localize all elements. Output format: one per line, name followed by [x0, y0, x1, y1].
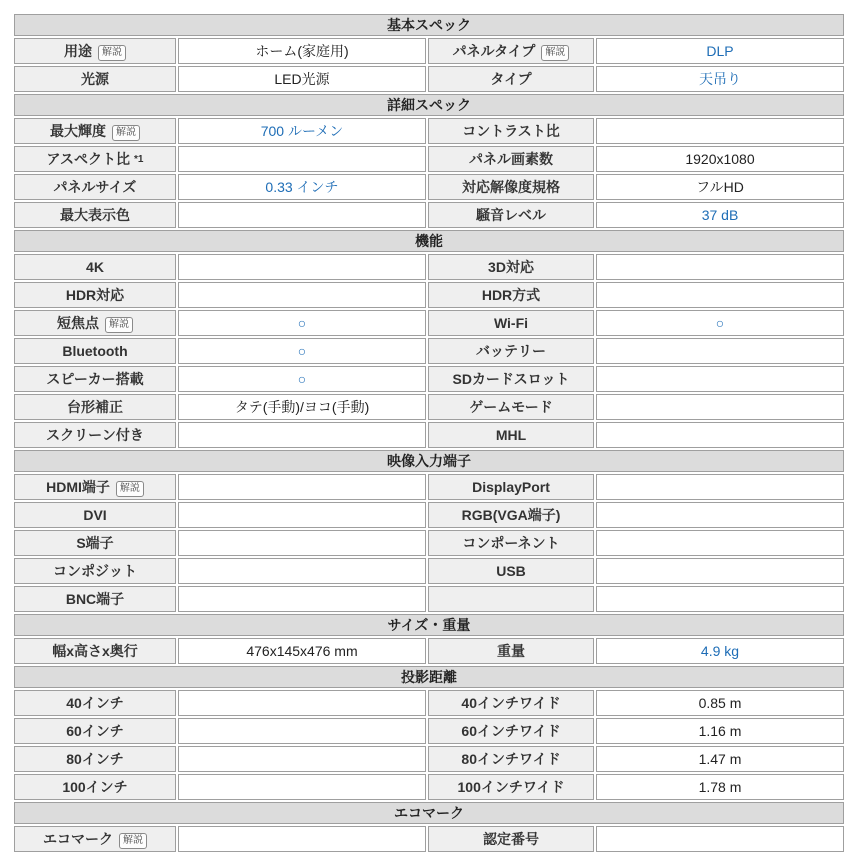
- spec-label-cell: [14, 530, 176, 556]
- spec-value-link[interactable]: 4.9 kg: [700, 643, 740, 659]
- spec-row: [14, 310, 844, 336]
- spec-value-cell: [596, 366, 844, 392]
- spec-value-cell: [596, 502, 844, 528]
- spec-label: スクリーン付き: [46, 427, 144, 443]
- spec-label-cell: [428, 826, 594, 852]
- spec-label: 3D対応: [488, 259, 534, 275]
- spec-label: HDR方式: [481, 287, 541, 303]
- spec-value-cell: [596, 66, 844, 92]
- spec-value: 476x145x476 mm: [246, 643, 358, 659]
- spec-value: 1.47 m: [698, 751, 742, 767]
- spec-label-cell: [14, 202, 176, 228]
- spec-label-cell: [14, 638, 176, 664]
- spec-label-cell: [428, 38, 594, 64]
- spec-value-cell: [178, 774, 426, 800]
- spec-label-cell: [428, 366, 594, 392]
- spec-label-cell: [428, 310, 594, 336]
- section-header-row: [14, 666, 844, 688]
- spec-value-cell: [178, 174, 426, 200]
- spec-value-cell: [178, 718, 426, 744]
- section-header-row: [14, 14, 844, 36]
- spec-row: [14, 282, 844, 308]
- spec-value-cell: [178, 474, 426, 500]
- spec-table-body: [14, 14, 844, 852]
- spec-row: [14, 174, 844, 200]
- spec-value-cell: [596, 146, 844, 172]
- spec-value-cell: [178, 530, 426, 556]
- spec-label: エコマーク: [43, 831, 113, 847]
- spec-label: パネル画素数: [469, 151, 553, 167]
- spec-label: アスペクト比: [46, 151, 130, 167]
- spec-value-cell: [596, 422, 844, 448]
- spec-value-cell: [178, 826, 426, 852]
- spec-label: RGB(VGA端子): [461, 507, 561, 523]
- spec-label-cell: [14, 254, 176, 280]
- spec-label: 80インチワイド: [461, 751, 561, 767]
- spec-label-cell: [14, 746, 176, 772]
- spec-label-cell: [14, 394, 176, 420]
- section-header: 投影距離: [14, 666, 844, 688]
- spec-value: 0.85 m: [698, 695, 742, 711]
- spec-label-cell: [14, 282, 176, 308]
- spec-row: [14, 826, 844, 852]
- spec-label: USB: [496, 563, 526, 579]
- spec-row: [14, 146, 844, 172]
- spec-label: Bluetooth: [62, 343, 128, 359]
- spec-row: [14, 746, 844, 772]
- spec-value-cell: [178, 394, 426, 420]
- spec-value-cell: [596, 474, 844, 500]
- spec-label-cell: [428, 718, 594, 744]
- spec-value-cell: [178, 638, 426, 664]
- spec-value-cell: [596, 254, 844, 280]
- spec-value-link[interactable]: 37 dB: [701, 207, 739, 223]
- spec-label: 100インチワイド: [457, 779, 565, 795]
- spec-value-cell: [178, 282, 426, 308]
- spec-label: スピーカー搭載: [46, 371, 144, 387]
- spec-label-cell: [428, 530, 594, 556]
- spec-value-cell: [178, 690, 426, 716]
- spec-label-cell: [14, 174, 176, 200]
- spec-value-link[interactable]: 0.33 インチ: [265, 179, 339, 195]
- spec-label: 60インチワイド: [461, 723, 561, 739]
- spec-label-cell: [428, 422, 594, 448]
- spec-value: 1.16 m: [698, 723, 742, 739]
- spec-label: 用途: [64, 43, 92, 59]
- section-header-row: [14, 230, 844, 252]
- spec-value-cell: [596, 690, 844, 716]
- spec-value-cell: [178, 254, 426, 280]
- spec-label: ゲームモード: [469, 399, 553, 415]
- spec-label: コンポジット: [53, 563, 137, 579]
- spec-label-cell: [428, 146, 594, 172]
- spec-label-cell: [428, 254, 594, 280]
- spec-value-cell: [178, 66, 426, 92]
- spec-value-link[interactable]: ○: [297, 315, 307, 331]
- spec-label-cell: [14, 774, 176, 800]
- spec-row: [14, 474, 844, 500]
- spec-label-cell: [428, 394, 594, 420]
- spec-value-cell: [178, 118, 426, 144]
- spec-label: パネルサイズ: [53, 179, 137, 195]
- spec-label-cell: [14, 310, 176, 336]
- spec-label: 重量: [497, 643, 525, 659]
- spec-value-cell: [178, 746, 426, 772]
- spec-row: [14, 558, 844, 584]
- spec-value-link[interactable]: ○: [297, 371, 307, 387]
- spec-row: [14, 338, 844, 364]
- spec-label: S端子: [76, 535, 114, 551]
- spec-label-cell: [14, 366, 176, 392]
- spec-value-cell: [178, 502, 426, 528]
- spec-row: [14, 202, 844, 228]
- spec-label: 60インチ: [66, 723, 124, 739]
- section-header: 機能: [14, 230, 844, 252]
- spec-value-cell: [178, 202, 426, 228]
- spec-value-cell: [596, 118, 844, 144]
- spec-label: BNC端子: [65, 591, 125, 607]
- section-header-row: [14, 94, 844, 116]
- spec-label-cell: [14, 146, 176, 172]
- spec-row: [14, 38, 844, 64]
- spec-value-link[interactable]: ○: [297, 343, 307, 359]
- spec-label-cell: [428, 66, 594, 92]
- spec-row: [14, 366, 844, 392]
- spec-row: [14, 774, 844, 800]
- spec-label: 光源: [81, 71, 109, 87]
- spec-label-cell: [14, 718, 176, 744]
- kaisetsu-button[interactable]: 解説: [98, 45, 126, 61]
- spec-row: [14, 394, 844, 420]
- spec-label-cell: [428, 338, 594, 364]
- spec-value: 1920x1080: [685, 151, 755, 167]
- spec-value-cell: [178, 338, 426, 364]
- spec-value-cell: [596, 310, 844, 336]
- spec-row: [14, 586, 844, 612]
- spec-label: コントラスト比: [462, 123, 560, 139]
- spec-label-cell: [428, 502, 594, 528]
- spec-label-cell: [14, 502, 176, 528]
- footnote-marker: *1: [134, 154, 144, 165]
- spec-row: [14, 718, 844, 744]
- spec-label: DVI: [83, 507, 107, 523]
- kaisetsu-button[interactable]: 解説: [541, 45, 569, 61]
- spec-row: [14, 118, 844, 144]
- spec-value-cell: [596, 774, 844, 800]
- kaisetsu-button[interactable]: 解説: [119, 833, 147, 849]
- spec-value: タテ(手動)/ヨコ(手動): [234, 399, 370, 415]
- spec-value: ホーム(家庭用): [255, 43, 349, 59]
- spec-row: [14, 66, 844, 92]
- spec-row: [14, 502, 844, 528]
- spec-value-link[interactable]: ○: [715, 315, 725, 331]
- spec-label-cell: [428, 690, 594, 716]
- section-header: サイズ・重量: [14, 614, 844, 636]
- spec-label: 40インチ: [66, 695, 124, 711]
- spec-label: Wi-Fi: [493, 315, 529, 331]
- spec-label-cell: [428, 202, 594, 228]
- kaisetsu-button[interactable]: 解説: [116, 481, 144, 497]
- spec-label: 80インチ: [66, 751, 124, 767]
- spec-label-cell: [14, 474, 176, 500]
- spec-row: [14, 638, 844, 664]
- kaisetsu-button[interactable]: 解説: [112, 125, 140, 141]
- spec-label-cell: [428, 282, 594, 308]
- spec-label-cell: [14, 422, 176, 448]
- spec-row: [14, 530, 844, 556]
- section-header: エコマーク: [14, 802, 844, 824]
- spec-table: [12, 12, 846, 854]
- spec-row: [14, 690, 844, 716]
- spec-value-cell: [178, 422, 426, 448]
- spec-value-cell: [596, 338, 844, 364]
- spec-value-link[interactable]: 700 ルーメン: [260, 123, 344, 139]
- spec-value-cell: [596, 826, 844, 852]
- spec-label-cell: [428, 558, 594, 584]
- spec-label: 4K: [86, 259, 104, 275]
- section-header: 詳細スペック: [14, 94, 844, 116]
- spec-value: LED光源: [274, 71, 330, 87]
- spec-label: 幅x高さx奥行: [52, 643, 138, 659]
- spec-label: バッテリー: [476, 343, 546, 359]
- spec-value-cell: [596, 558, 844, 584]
- spec-label-cell: [428, 586, 594, 612]
- spec-label-cell: [14, 586, 176, 612]
- spec-label: SDカードスロット: [452, 371, 570, 387]
- spec-label: タイプ: [490, 71, 532, 87]
- spec-label: 40インチワイド: [461, 695, 561, 711]
- spec-value-cell: [596, 530, 844, 556]
- spec-label-cell: [14, 38, 176, 64]
- spec-label: パネルタイプ: [452, 43, 536, 59]
- spec-label: 認定番号: [483, 831, 539, 847]
- spec-label: HDMI端子: [46, 479, 110, 495]
- spec-value-cell: [178, 558, 426, 584]
- spec-value-link[interactable]: 天吊り: [699, 71, 741, 87]
- spec-value-link[interactable]: DLP: [706, 43, 734, 59]
- spec-label: 騒音レベル: [476, 207, 546, 223]
- spec-value-cell: [596, 746, 844, 772]
- spec-value-cell: [596, 202, 844, 228]
- spec-label: 対応解像度規格: [462, 179, 560, 195]
- spec-value-cell: [596, 718, 844, 744]
- spec-value-cell: [178, 586, 426, 612]
- kaisetsu-button[interactable]: 解説: [105, 317, 133, 333]
- spec-label-cell: [14, 558, 176, 584]
- spec-label: コンポーネント: [462, 535, 560, 551]
- spec-value-cell: [596, 394, 844, 420]
- spec-label-cell: [14, 118, 176, 144]
- spec-label-cell: [14, 826, 176, 852]
- spec-label-cell: [14, 690, 176, 716]
- spec-label-cell: [428, 118, 594, 144]
- spec-label: 短焦点: [57, 315, 99, 331]
- spec-value-cell: [596, 38, 844, 64]
- spec-label-cell: [428, 638, 594, 664]
- spec-value-cell: [178, 38, 426, 64]
- spec-value-cell: [178, 366, 426, 392]
- spec-label-cell: [428, 174, 594, 200]
- spec-label: DisplayPort: [472, 479, 550, 495]
- section-header: 映像入力端子: [14, 450, 844, 472]
- spec-value-cell: [596, 638, 844, 664]
- spec-label-cell: [428, 774, 594, 800]
- section-header-row: [14, 450, 844, 472]
- spec-label: 最大輝度: [50, 123, 106, 139]
- spec-value-cell: [178, 146, 426, 172]
- spec-value-cell: [596, 586, 844, 612]
- spec-label-cell: [428, 746, 594, 772]
- spec-label: HDR対応: [65, 287, 125, 303]
- spec-label: 台形補正: [67, 399, 123, 415]
- section-header: 基本スペック: [14, 14, 844, 36]
- spec-row: [14, 254, 844, 280]
- section-header-row: [14, 802, 844, 824]
- spec-label-cell: [14, 338, 176, 364]
- spec-row: [14, 422, 844, 448]
- spec-label: MHL: [495, 427, 527, 443]
- spec-label: 100インチ: [62, 779, 128, 795]
- section-header-row: [14, 614, 844, 636]
- spec-label-cell: [428, 474, 594, 500]
- spec-value: フルHD: [696, 179, 744, 195]
- spec-value: 1.78 m: [698, 779, 742, 795]
- spec-label-cell: [14, 66, 176, 92]
- spec-label: 最大表示色: [60, 207, 130, 223]
- spec-value-cell: [596, 282, 844, 308]
- spec-value-cell: [596, 174, 844, 200]
- spec-value-cell: [178, 310, 426, 336]
